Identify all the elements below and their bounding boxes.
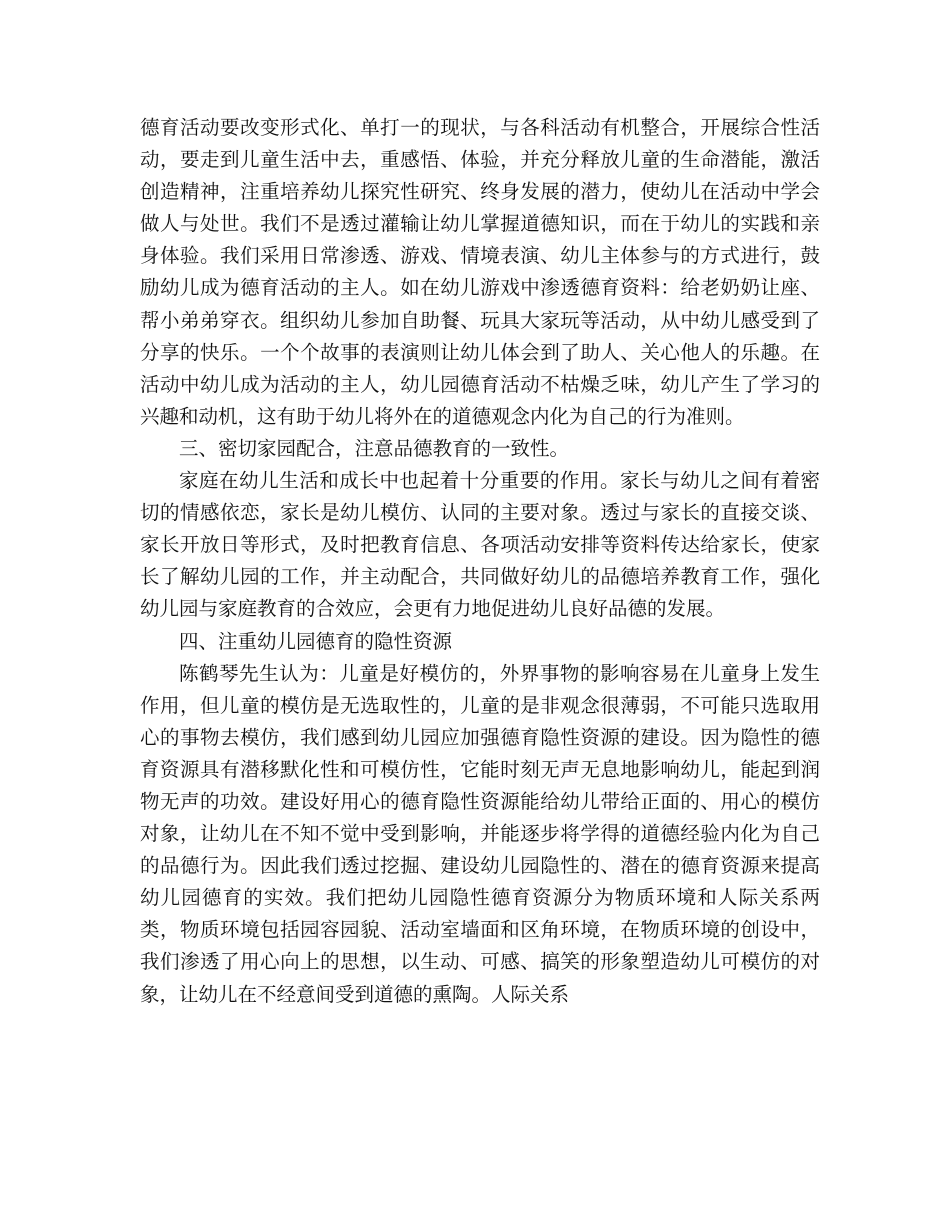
heading-home-school-cooperation: 三、密切家园配合，注意品德教育的一致性。 — [179, 436, 570, 460]
document-page — [140, 112, 820, 1011]
paragraph-moral-activities: 德育活动要改变形式化、单打一的现状，与各科活动有机整合，开展综合性活动，要走到儿童生活中去，重感悟、体验，并充分释放儿童的生命潜能，激活创造精神，注重培养幼儿探究性研究、终身发展的潜力，使幼儿在活动中学会做人与处世。我们不是透过灌输让幼儿掌握道德知识，而在于幼儿的实践和亲身体验。我们采用日常渗透、游戏、情境表演、幼儿主体参与的方式进行，鼓励幼儿成为德育活动的主人。如在幼儿游戏中渗透德育资料：给老奶奶让座、帮小弟弟穿衣。组织幼儿参加自助餐、玩具大家玩等活动，从中幼儿感受到了分享的快乐。一个个故事的表演则让幼儿体会到了助人、关心他人的乐趣。在活动中幼儿成为活动的主人，幼儿园德育活动不枯燥乏味，幼儿产生了学习的兴趣和动机，这有助于幼儿将外在的道德观念内化为自己的行为准则。 — [140, 116, 820, 428]
paragraph-family-role: 家庭在幼儿生活和成长中也起着十分重要的作用。家长与幼儿之间有着密切的情感依恋，家长是幼儿模仿、认同的主要对象。透过与家长的直接交谈、家长开放日等形式，及时把教育信息、各项活动安排等资料传达给家长，使家长了解幼儿园的工作，并主动配合，共同做好幼儿的品德培养教育工作，强化幼儿园与家庭教育的合效应，会更有力地促进幼儿良好品德的发展。 — [140, 469, 820, 621]
heading-hidden-resources: 四、注重幼儿园德育的隐性资源 — [179, 629, 453, 653]
paragraph-chen-heqin: 陈鹤琴先生认为：儿童是好模仿的，外界事物的影响容易在儿童身上发生作用，但儿童的模仿是无选取性的，儿童的是非观念很薄弱，不可能只选取用心的事物去模仿，我们感到幼儿园应加强德育隐性资源的建设。因为隐性的德育资源具有潜移默化性和可模仿性，它能时刻无声无息地影响幼儿，能起到润物无声的功效。建设好用心的德育隐性资源能给幼儿带给正面的、用心的模仿对象，让幼儿在不知不觉中受到影响，并能逐步将学得的道德经验内化为自己的品德行为。因此我们透过挖掘、建设幼儿园隐性的、潜在的德育资源来提高幼儿园德育的实效。我们把幼儿园隐性德育资源分为物质环境和人际关系两类，物质环境包括园容园貌、活动室墙面和区角环境，在物质环境的创设中，我们渗透了用心向上的思想，以生动、可感、搞笑的形象塑造幼儿可模仿的对象，让幼儿在不经意间受到道德的熏陶。人际关系 — [140, 661, 820, 1006]
